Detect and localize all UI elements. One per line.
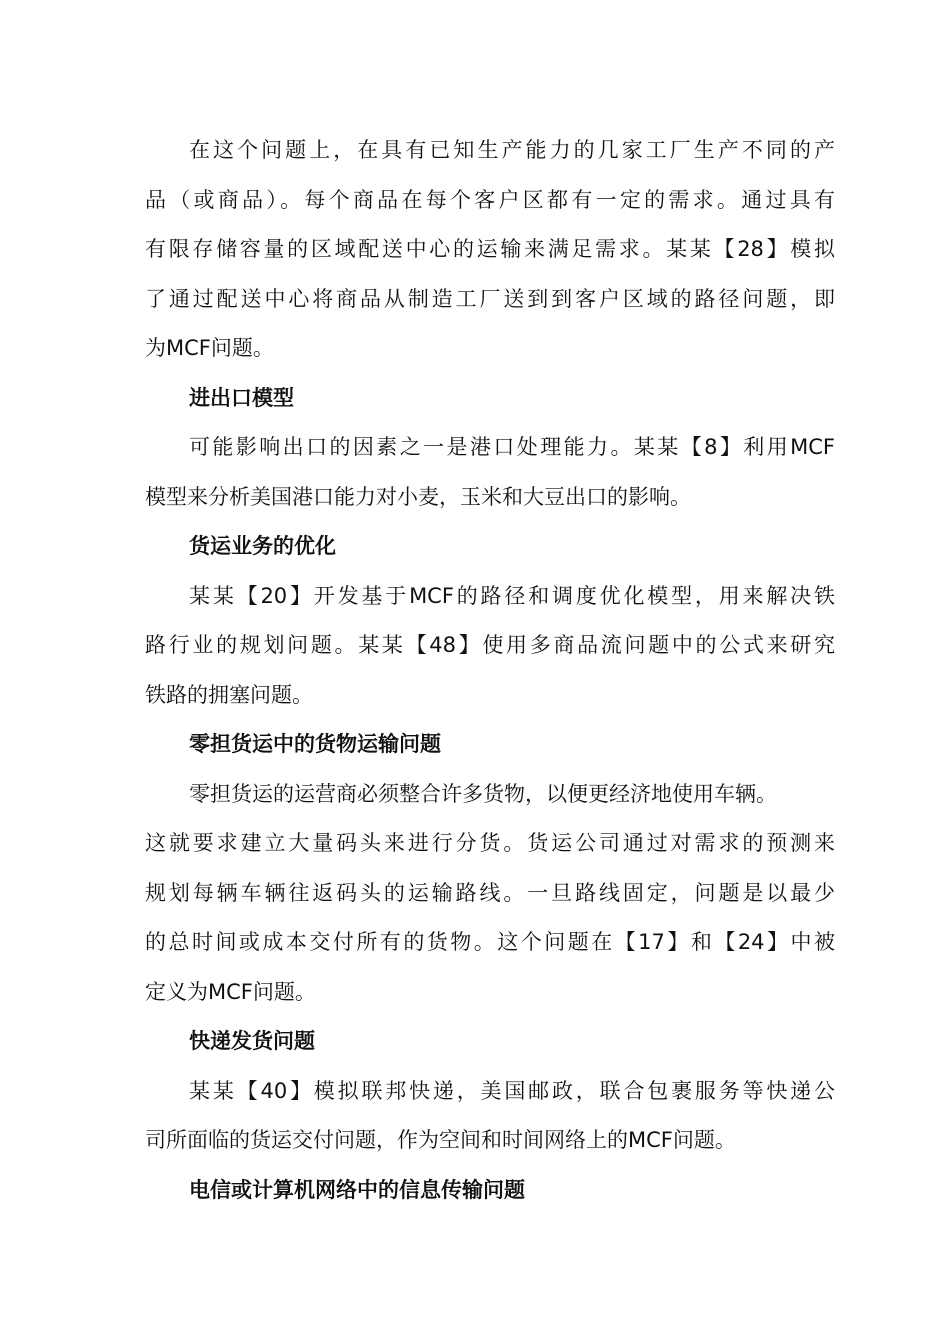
- text-line: 模型来分析美国港口能力对小麦，玉米和大豆出口的影响。: [145, 484, 691, 509]
- text-line: 规划每辆车辆往返码头的运输路线。一旦路线固定，问题是以最少: [145, 880, 835, 905]
- text-line: 铁路的拥塞问题。: [145, 682, 313, 707]
- text-line: 有限存储容量的区域配送中心的运输来满足需求。某某【28】模拟: [145, 237, 835, 261]
- paragraph: [145, 1067, 835, 1166]
- text-line: 了通过配送中心将商品从制造工厂送到到客户区域的路径问题，即: [145, 286, 835, 311]
- document-page: [145, 126, 835, 1215]
- text-line: 的总时间或成本交付所有的货物。这个问题在【17】和【24】中被: [145, 930, 835, 954]
- text-line: 可能影响出口的因素之一是港口处理能力。某某【8】利用MCF: [189, 435, 835, 459]
- text-line: 为MCF问题。: [145, 336, 274, 360]
- paragraph: [145, 770, 835, 1018]
- section-heading: 货运业务的优化: [189, 534, 336, 558]
- text-line: 在这个问题上，在具有已知生产能力的几家工厂生产不同的产: [189, 138, 835, 162]
- section-heading: 快递发货问题: [189, 1029, 315, 1053]
- paragraph: [145, 572, 835, 721]
- text-line: 某某【20】开发基于MCF的路径和调度优化模型，用来解决铁: [189, 583, 835, 608]
- text-line: 定义为MCF问题。: [145, 979, 316, 1004]
- section-heading: 进出口模型: [189, 385, 294, 410]
- text-line: 路行业的规划问题。某某【48】使用多商品流问题中的公式来研究: [145, 633, 835, 657]
- paragraph: [145, 423, 835, 522]
- section-heading: 零担货运中的货物运输问题: [189, 732, 441, 756]
- section-heading: 电信或计算机网络中的信息传输问题: [189, 1177, 525, 1202]
- text-line: 品（或商品）。每个商品在每个客户区都有一定的需求。通过具有: [145, 187, 835, 212]
- text-line: 零担货运的运营商必须整合许多货物，以便更经济地使用车辆。: [189, 781, 777, 806]
- paragraph: [145, 126, 835, 374]
- text-line: 某某【40】模拟联邦快递，美国邮政，联合包裹服务等快递公: [189, 1078, 835, 1103]
- text-line: 司所面临的货运交付问题，作为空间和时间网络上的MCF问题。: [145, 1128, 736, 1152]
- text-line: 这就要求建立大量码头来进行分货。货运公司通过对需求的预测来: [145, 831, 835, 855]
